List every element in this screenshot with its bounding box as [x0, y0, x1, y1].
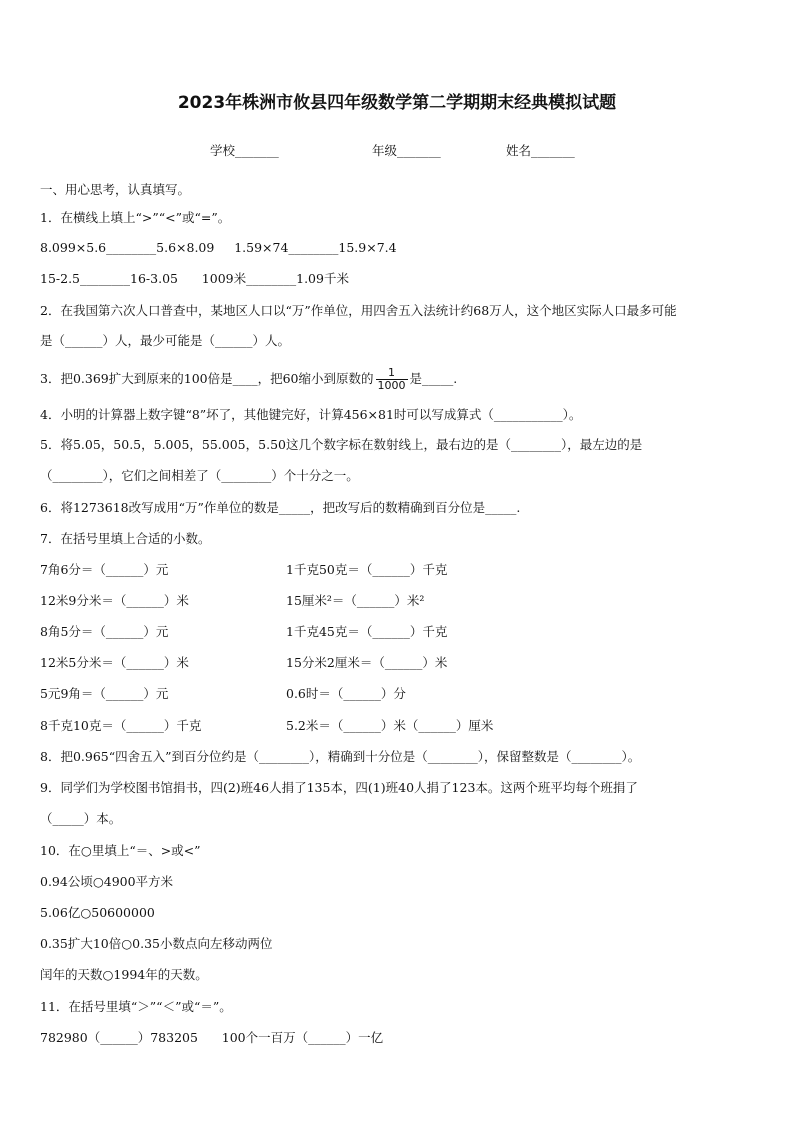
question-1-row-2: 15-2.5________16-3.05 1009米________1.09千米	[40, 271, 349, 286]
question-7-right-item: 1千克45克＝（______）千克	[286, 624, 448, 639]
question-6: 6．将1273618改写成用“万”作单位的数是_____，把改写后的数精确到百分位是_____.	[40, 500, 521, 515]
question-5-line-1: 5．将5.05，50.5，5.005，55.005，5.50这几个数字标在数射线上，最右边的是（________），最左边的是	[40, 437, 643, 452]
question-1-stem: 1．在横线上填上“>”“<”或“=”。	[40, 210, 231, 225]
school-field: 学校_______	[210, 143, 279, 158]
question-7-stem: 7．在括号里填上合适的小数。	[40, 531, 211, 546]
question-10-item: 0.35扩大10倍○0.35小数点向左移动两位	[40, 936, 273, 951]
question-3	[40, 364, 457, 394]
section-heading: 一、用心思考，认真填写。	[40, 182, 191, 197]
question-7-left-item: 8千克10克＝（______）千克	[40, 718, 202, 733]
question-7-left-item: 5元9角＝（______）元	[40, 686, 169, 701]
question-7-left-item: 12米5分米＝（______）米	[40, 655, 189, 670]
fraction-numerator: 1	[388, 366, 396, 379]
question-3-after: 是_____.	[409, 371, 458, 386]
question-7-left-item: 12米9分米＝（______）米	[40, 593, 189, 608]
page-title: 2023年株洲市攸县四年级数学第二学期期末经典模拟试题	[177, 93, 617, 113]
question-7-right-item: 5.2米＝（______）米（______）厘米	[286, 718, 494, 733]
question-7-right-item: 1千克50克＝（______）千克	[286, 562, 448, 577]
question-11-stem: 11．在括号里填“＞”“＜”或“＝”。	[40, 999, 232, 1014]
question-7-left-item: 7角6分＝（______）元	[40, 562, 169, 577]
grade-field: 年级_______	[372, 143, 441, 158]
question-7-right-item: 15厘米²＝（______）米²	[286, 593, 425, 608]
question-7-right-item: 15分米2厘米＝（______）米	[286, 655, 448, 670]
question-2-line-1: 2．在我国第六次人口普查中，某地区人口以“万”作单位，用四舍五入法统计约68万人，这个地区实际人口最多可能	[40, 303, 677, 318]
question-11-row: 782980（______）783205 100个一百万（______）一亿	[40, 1030, 384, 1045]
question-2-line-2: 是（______）人，最少可能是（______）人。	[40, 333, 291, 348]
question-7-right-item: 0.6时＝（______）分	[286, 686, 406, 701]
name-field: 姓名_______	[506, 143, 575, 158]
question-9-line-2: （_____）本。	[40, 811, 122, 826]
question-4: 4．小明的计算器上数字键“8”坏了，其他键完好，计算456×81时可以写成算式（___________）。	[40, 407, 582, 422]
question-3-before: 3．把0.369扩大到原来的100倍是____，把60缩小到原数的	[40, 371, 374, 386]
question-10-item: 0.94公顷○4900平方米	[40, 874, 174, 889]
question-1-row-1: 8.099×5.6________5.6×8.09 1.59×74________15.9×7.4	[40, 240, 397, 255]
question-7-left-item: 8角5分＝（______）元	[40, 624, 169, 639]
fraction-denominator: 1000	[377, 379, 406, 392]
question-10-stem: 10．在○里填上“＝、>或<”	[40, 843, 201, 858]
question-10-item: 闰年的天数○1994年的天数。	[40, 967, 208, 982]
fraction	[376, 367, 408, 392]
question-8: 8．把0.965“四舍五入”到百分位约是（________），精确到十分位是（________），保留整数是（________）。	[40, 749, 641, 764]
question-5-line-2: （________），它们之间相差了（________）个十分之一。	[40, 468, 359, 483]
question-9-line-1: 9．同学们为学校图书馆捐书，四(2)班46人捐了135本，四(1)班40人捐了123本。这两个班平均每个班捐了	[40, 780, 638, 795]
question-10-item: 5.06亿○50600000	[40, 905, 155, 920]
